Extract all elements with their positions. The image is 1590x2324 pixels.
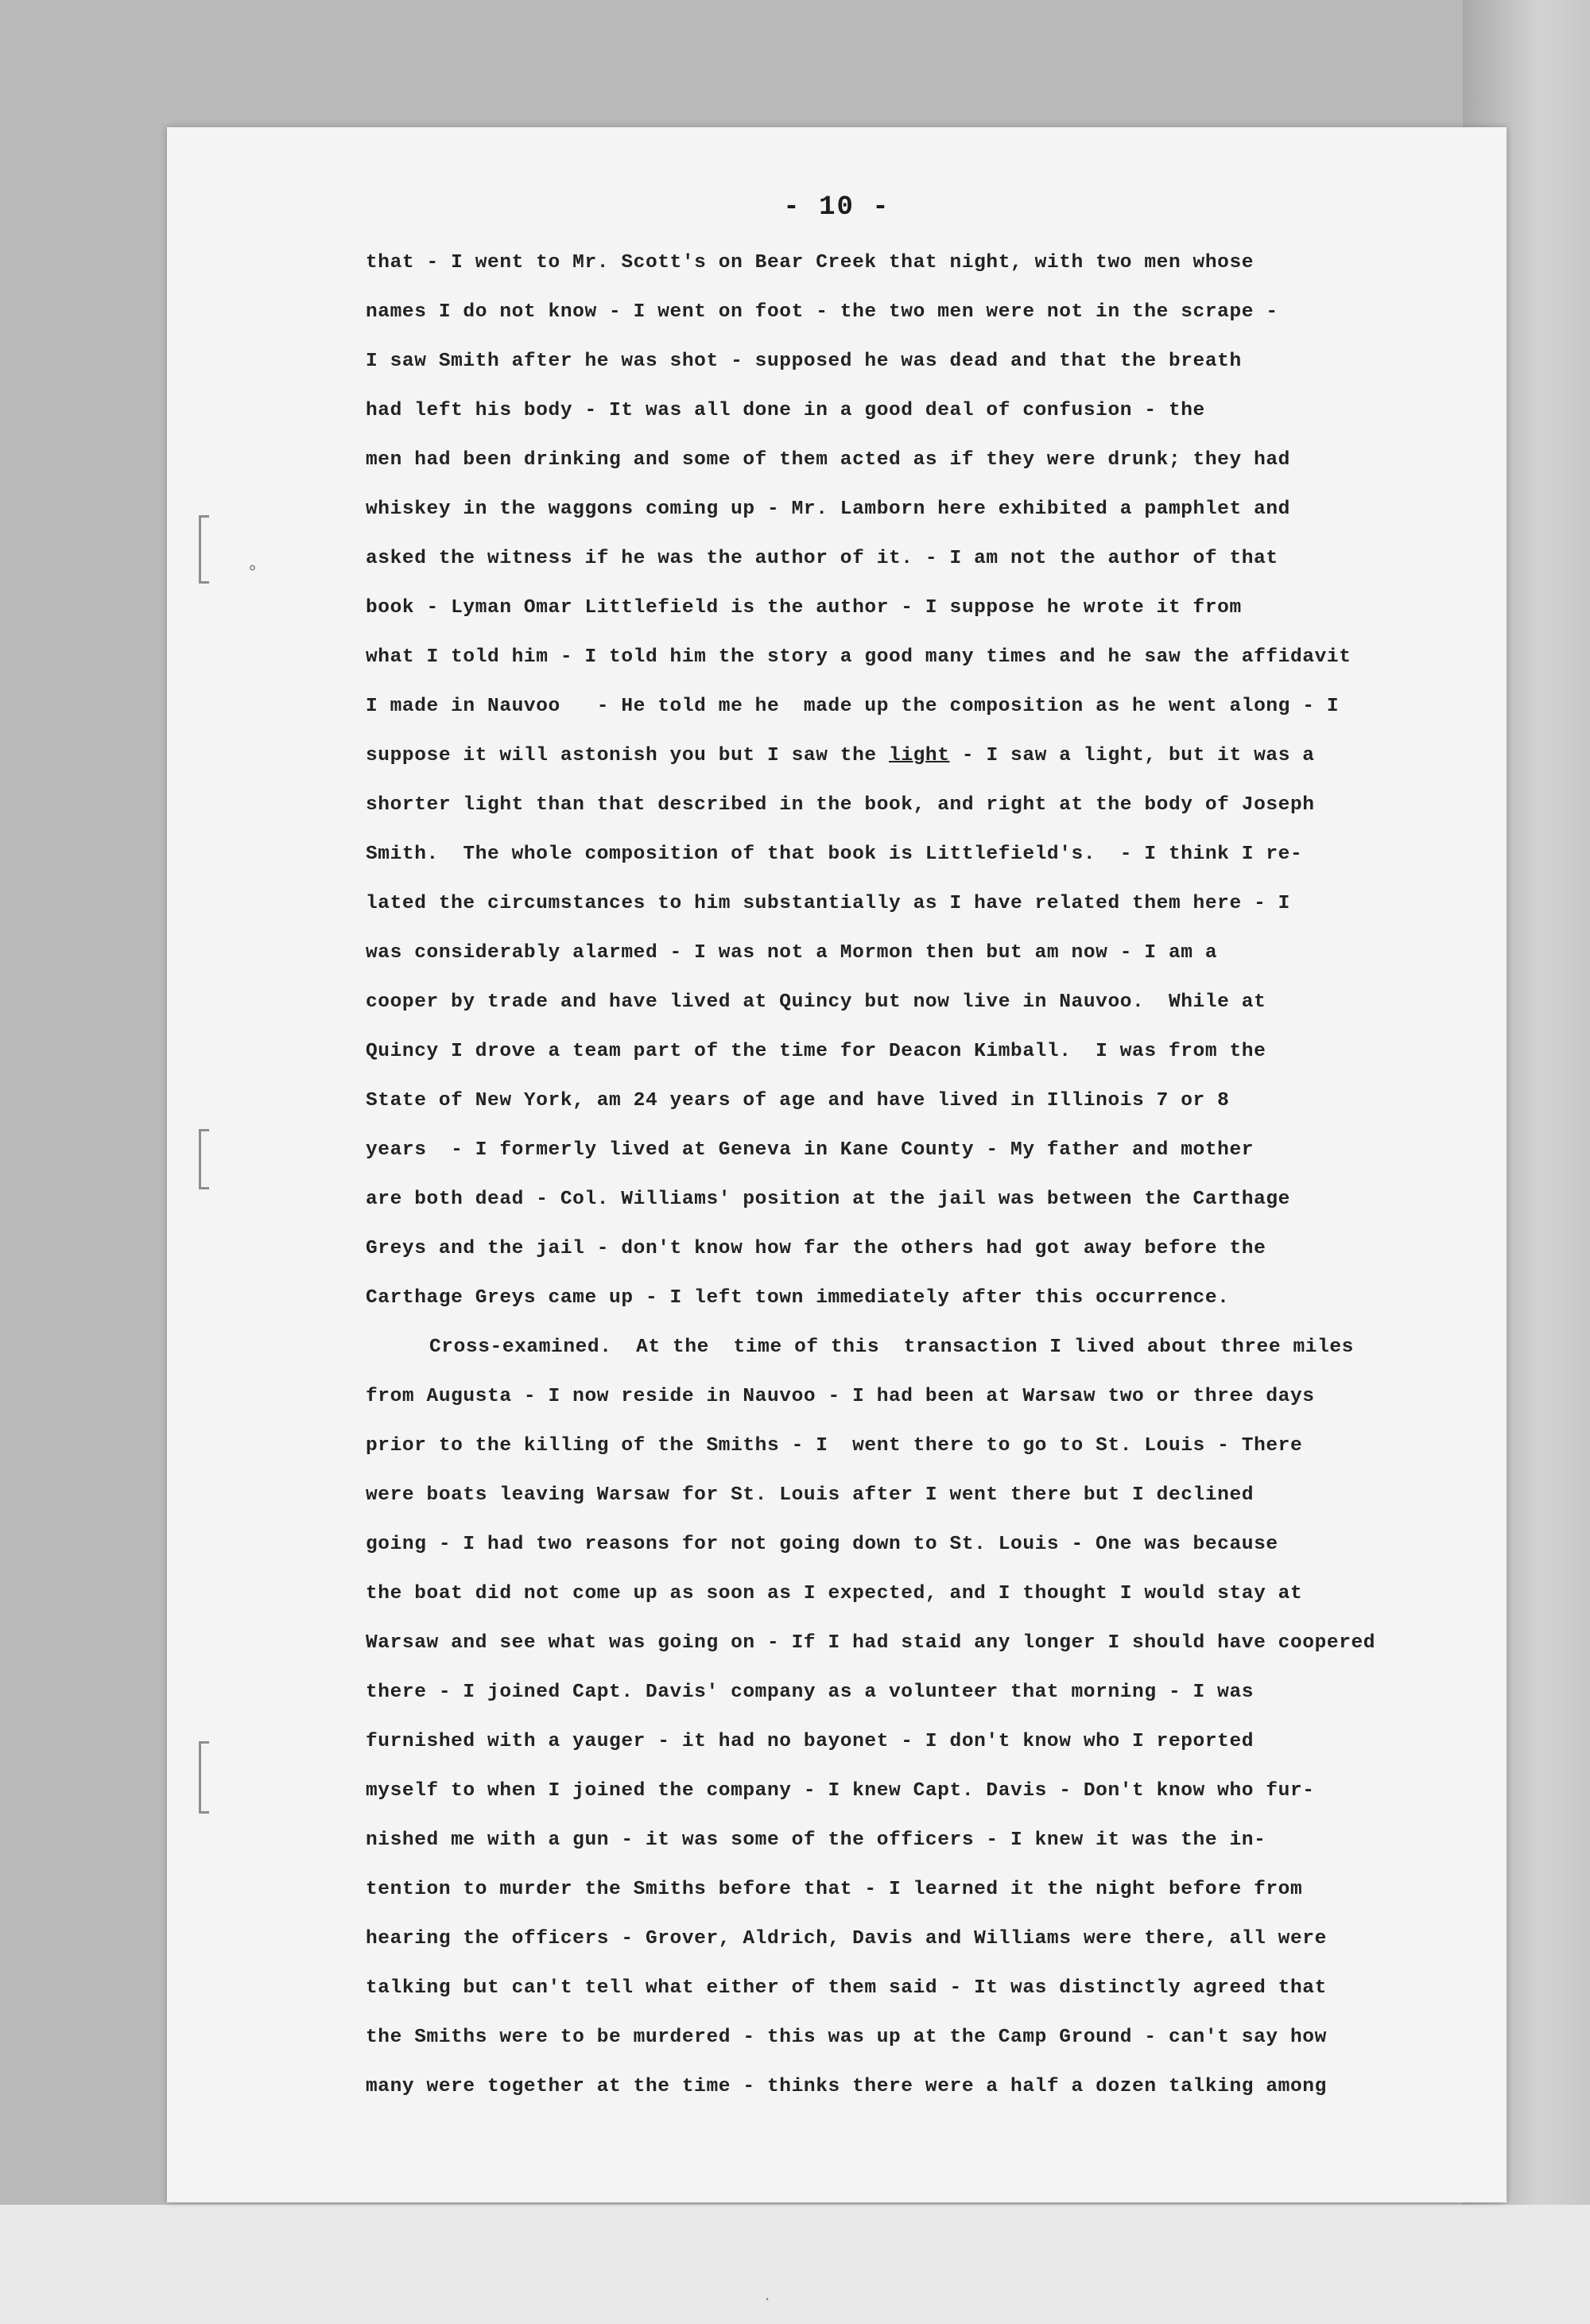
scan-backdrop-bottom (0, 2205, 1590, 2324)
text-line: years - I formerly lived at Geneva in Kane County - My father and mother (366, 1139, 1255, 1161)
text-line: book - Lyman Omar Littlefield is the author - I suppose he wrote it from (366, 597, 1242, 619)
text-line: I saw Smith after he was shot - supposed he was dead and that the breath (366, 351, 1242, 372)
text-segment: suppose it will astonish you but I saw the (366, 745, 890, 766)
text-line: had left his body - It was all done in a good deal of confusion - the (366, 400, 1205, 421)
text-segment: - I saw a light, but it was a (949, 745, 1315, 766)
text-line: from Augusta - I now reside in Nauvoo - I had been at Warsaw two or three days (366, 1386, 1315, 1407)
paragraph-start-line: Cross-examined. At the time of this transaction I lived about three miles (429, 1337, 1354, 1358)
text-line: lated the circumstances to him substantially as I have related them here - I (366, 893, 1290, 914)
text-line: what I told him - I told him the story a good many times and he saw the affidavit (366, 646, 1352, 668)
text-line: that - I went to Mr. Scott's on Bear Creek that night, with two men whose (366, 252, 1255, 274)
scan-speck-mark: · (765, 2290, 770, 2309)
text-line: talking but can't tell what either of them said - It was distinctly agreed that (366, 1977, 1327, 1999)
text-line: tention to murder the Smiths before that - I learned it the night before from (366, 1879, 1303, 1900)
text-line: asked the witness if he was the author of it. - I am not the author of that (366, 548, 1278, 569)
text-line: furnished with a yauger - it had no bayonet - I don't know who I reported (366, 1731, 1255, 1752)
text-line (366, 731, 1495, 781)
text-line: Carthage Greys came up - I left town immediately after this occurrence. (366, 1287, 1230, 1309)
text-line: names I do not know - I went on foot - the two men were not in the scrape - (366, 301, 1278, 323)
text-line: cooper by trade and have lived at Quincy but now live in Nauvoo. While at (366, 991, 1266, 1013)
text-line: were boats leaving Warsaw for St. Louis after I went there but I declined (366, 1484, 1255, 1506)
text-line: Smith. The whole composition of that book is Littlefield's. - I think I re- (366, 844, 1303, 865)
text-line: Quincy I drove a team part of the time for Deacon Kimball. I was from the (366, 1041, 1266, 1062)
document-page (167, 127, 1507, 2202)
text-line: men had been drinking and some of them acted as if they were drunk; they had (366, 449, 1290, 471)
text-line: the Smiths were to be murdered - this was up at the Camp Ground - can't say how (366, 2027, 1327, 2048)
text-line: shorter light than that described in the book, and right at the body of Joseph (366, 794, 1315, 816)
text-line: Warsaw and see what was going on - If I had staid any longer I should have coopered (366, 1632, 1376, 1654)
text-line: I made in Nauvoo - He told me he made up the composition as he went along - I (366, 696, 1340, 717)
margin-bracket-mark (199, 515, 209, 584)
margin-dot-mark: ° (248, 563, 257, 583)
text-line: hearing the officers - Grover, Aldrich, Davis and Williams were there, all were (366, 1928, 1327, 1950)
text-line: many were together at the time - thinks there were a half a dozen talking among (366, 2076, 1327, 2097)
text-line: the boat did not come up as soon as I expected, and I thought I would stay at (366, 1583, 1303, 1604)
margin-bracket-mark (199, 1129, 209, 1189)
text-line: nished me with a gun - it was some of the officers - I knew it was the in- (366, 1829, 1266, 1851)
text-line: Greys and the jail - don't know how far the others had got away before the (366, 1238, 1266, 1259)
text-line: was considerably alarmed - I was not a Mormon then but am now - I am a (366, 942, 1218, 964)
margin-bracket-mark (199, 1741, 209, 1814)
text-line: State of New York, am 24 years of age and have lived in Illinois 7 or 8 (366, 1090, 1230, 1112)
text-line: there - I joined Capt. Davis' company as a volunteer that morning - I was (366, 1682, 1255, 1703)
text-line: myself to when I joined the company - I knew Capt. Davis - Don't know who fur- (366, 1780, 1315, 1802)
text-line: whiskey in the waggons coming up - Mr. Lamborn here exhibited a pamphlet and (366, 499, 1290, 520)
text-line: going - I had two reasons for not going down to St. Louis - One was because (366, 1534, 1278, 1555)
underlined-word: light (889, 745, 950, 766)
body-text (366, 239, 1495, 2112)
text-line: prior to the killing of the Smiths - I went there to go to St. Louis - There (366, 1435, 1303, 1457)
text-line: are both dead - Col. Williams' position at the jail was between the Carthage (366, 1189, 1290, 1210)
page-number: - 10 - (783, 192, 890, 223)
